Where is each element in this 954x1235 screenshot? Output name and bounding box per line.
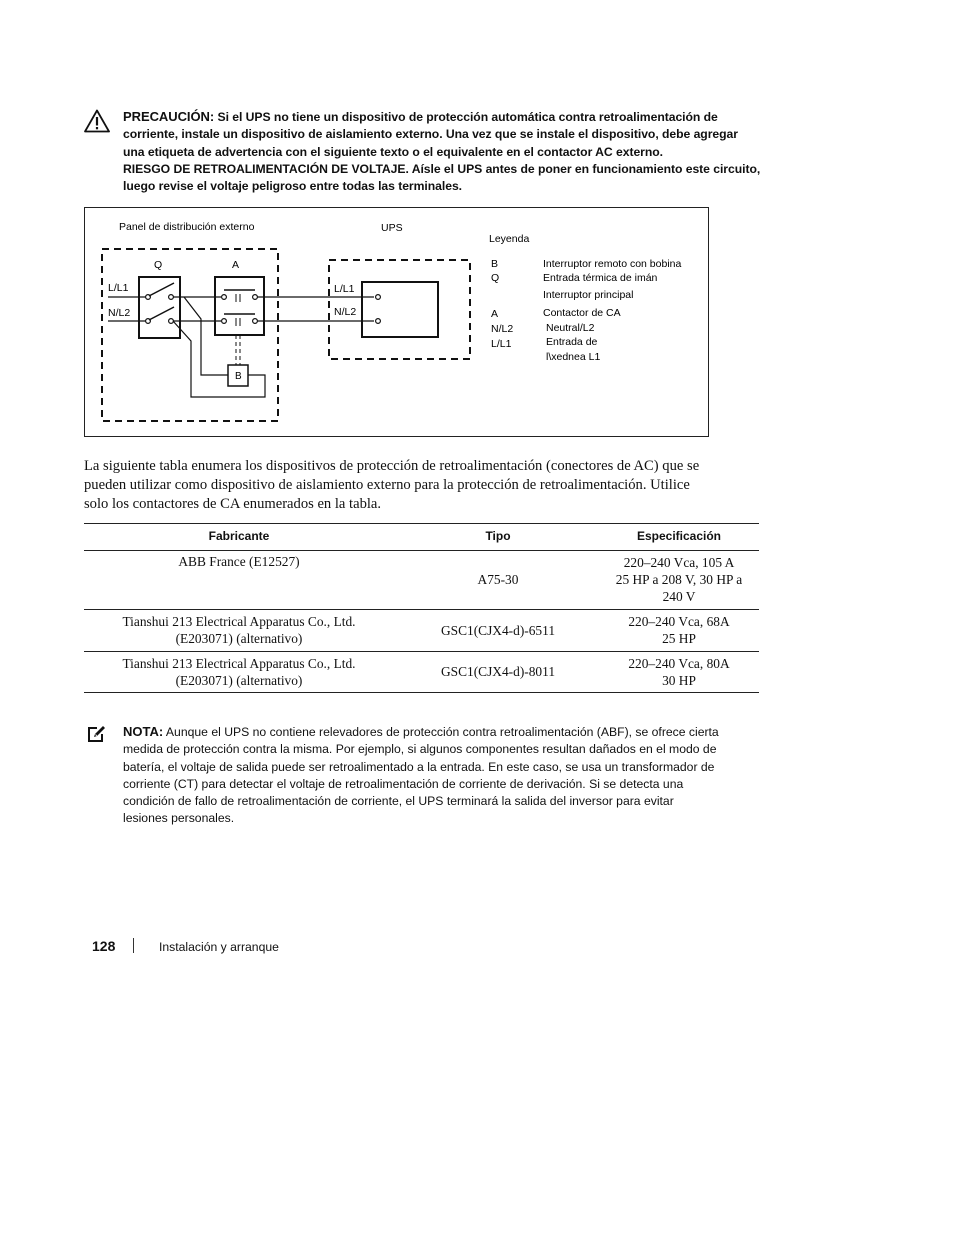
cell-spec <box>604 550 754 609</box>
legend-title: Leyenda <box>489 233 530 245</box>
caution-line: RIESGO DE RETROALIMENTACIÓN DE VOLTAJE. Aísle el UPS antes de poner en funcionamiento este circuito, <box>123 161 761 176</box>
intro-paragraph <box>84 457 754 514</box>
legend-l1-key: L/L1 <box>491 338 512 350</box>
legend-b-desc: Interruptor remoto con bobina <box>543 258 682 270</box>
spec-line: 25 HP a 208 V, 30 HP a <box>615 572 743 587</box>
table-row <box>84 550 759 609</box>
a-contactor-box <box>215 277 264 335</box>
cell-maker <box>84 651 394 692</box>
a-label: A <box>232 259 240 271</box>
spec-line: 220–240 Vca, 80A <box>628 655 730 671</box>
panel-n2-label: N/L2 <box>108 307 131 319</box>
legend-q-desc: Interruptor principal <box>543 289 634 301</box>
page-number: 128 <box>92 938 116 954</box>
warning-triangle-icon <box>84 109 110 133</box>
cell-spec <box>604 609 754 651</box>
spec-line: 220–240 Vca, 68A <box>628 614 730 629</box>
legend-n2-desc: Neutral/L2 <box>546 322 595 334</box>
paragraph-line: solo los contactores de CA enumerados en la tabla. <box>84 496 382 512</box>
header-especificacion: Especificación <box>636 529 722 543</box>
ups-n2-label: N/L2 <box>334 306 357 318</box>
cell-spec <box>604 651 754 692</box>
legend-q-desc: Entrada térmica de imán <box>543 272 658 284</box>
legend-a-key: A <box>491 308 499 320</box>
note-block <box>123 723 763 828</box>
cell-maker <box>84 550 394 609</box>
diagram-frame <box>85 208 709 437</box>
cell-maker <box>84 609 394 651</box>
table-row <box>84 651 759 692</box>
caution-line: una etiqueta de advertencia con el siguiente texto o el equivalente en el contactor AC externo. <box>123 144 663 159</box>
note-line: Aunque el UPS no contiene relevadores de protección contra retroalimentación (ABF), se ofrece cierta <box>165 725 719 739</box>
paragraph-line: pueden utilizar como dispositivo de aislamiento externo para la protección de retroalimentación. Utilice <box>84 477 690 493</box>
maker-line: (E203071) (alternativo) <box>175 672 303 688</box>
caution-label: PRECAUCIÓN: <box>123 109 215 124</box>
legend-l1-desc: l\xednea L1 <box>546 351 601 363</box>
legend-a-desc: Contactor de CA <box>543 307 621 319</box>
maker-line: Tianshui 213 Electrical Apparatus Co., Ltd. <box>122 614 356 629</box>
wiring-diagram <box>84 207 709 437</box>
section-title: Instalación y arranque <box>159 940 279 954</box>
caution-line: corriente, instale un dispositivo de aislamiento externo. Una vez que se instale el dispositivo, debe agregar <box>123 127 738 142</box>
ups-label: UPS <box>381 222 403 234</box>
maker-line: ABB France (E12527) <box>178 554 300 569</box>
note-label: NOTA: <box>123 724 164 739</box>
legend-n2-key: N/L2 <box>491 323 514 335</box>
maker-line: (E203071) (alternativo) <box>175 631 303 646</box>
spec-line: 25 HP <box>662 631 696 646</box>
panel-label: Panel de distribución externo <box>119 221 255 233</box>
note-pencil-icon <box>86 724 106 744</box>
note-line: batería, el voltaje de salida puede ser retroalimentado a la entrada. En este caso, se usa un transformador de <box>123 759 715 774</box>
legend-b-key: B <box>491 258 499 270</box>
footer-separator <box>133 938 134 953</box>
legend-l1-desc: Entrada de <box>546 336 598 348</box>
spec-line: 240 V <box>662 589 696 604</box>
b-label: B <box>235 371 242 382</box>
note-line: medida de protección contra la misma. Por ejemplo, si algunos componentes resultan dañados en el modo de <box>123 742 717 757</box>
legend-q-key: Q <box>491 272 500 284</box>
header-tipo: Tipo <box>485 529 511 543</box>
note-line: lesiones personales. <box>123 811 235 826</box>
note-line: condición de fallo de retroalimentación de corriente, el UPS terminará la salida del inversor para evitar <box>123 794 674 809</box>
spec-line: 220–240 Vca, 105 A <box>623 555 735 570</box>
cell-type: GSC1(CJX4-d)-8011 <box>440 664 556 679</box>
paragraph-line: La siguiente tabla enumera los dispositivos de protección de retroalimentación (conectores de AC) que se <box>84 458 700 474</box>
panel-l1-label: L/L1 <box>108 282 129 294</box>
caution-line: luego revise el voltaje peligroso entre todas las terminales. <box>123 179 463 194</box>
spec-line: 30 HP <box>662 672 696 688</box>
ups-unit-box <box>362 282 438 337</box>
cell-type: A75-30 <box>477 572 519 587</box>
caution-block <box>123 108 763 195</box>
table-header-row <box>84 523 759 550</box>
caution-line: Si el UPS no tiene un dispositivo de protección automática contra retroalimentación de <box>217 110 718 124</box>
header-fabricante: Fabricante <box>208 529 270 543</box>
cell-type: GSC1(CJX4-d)-6511 <box>440 622 556 638</box>
ups-l1-label: L/L1 <box>334 283 355 295</box>
note-line: corriente (CT) para detectar el voltaje de retroalimentación de corriente de derivación. Si se detecta una <box>123 776 684 791</box>
devices-table <box>84 523 759 692</box>
q-label: Q <box>154 259 163 271</box>
table-row <box>84 609 759 651</box>
maker-line: Tianshui 213 Electrical Apparatus Co., Ltd. <box>122 655 356 671</box>
